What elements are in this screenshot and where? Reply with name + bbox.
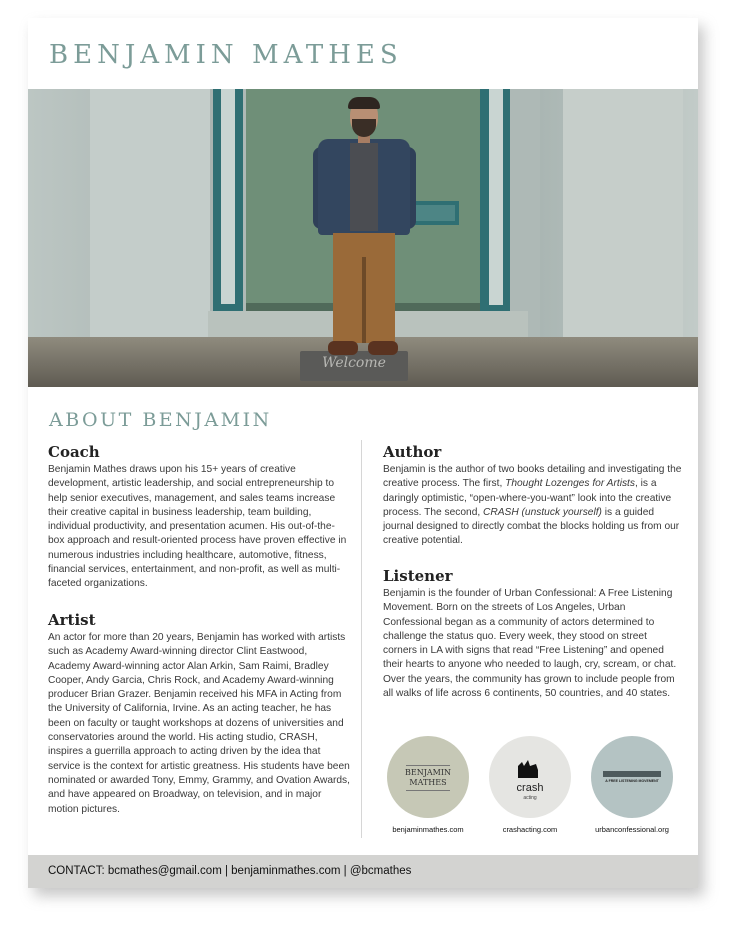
listener-section <box>383 567 683 701</box>
photo-doormat-text: Welcome <box>322 355 386 371</box>
column-divider <box>361 440 362 838</box>
author-heading: Author <box>383 443 442 461</box>
logo-rule-top <box>406 765 450 766</box>
photo-person-shoe-left <box>328 341 358 355</box>
url-benjaminmathes[interactable]: benjaminmathes.com <box>392 825 464 834</box>
photo-person-hair <box>348 97 380 109</box>
photo-door-frame-right-inner <box>489 89 503 305</box>
coach-heading: Coach <box>48 443 100 461</box>
crash-logo-text: crash <box>516 782 544 794</box>
urbanconfessional-logo <box>591 736 673 818</box>
section-title: ABOUT BENJAMIN <box>49 409 272 431</box>
author-book-1: Thought Lozenges for Artists <box>505 478 635 490</box>
url-urbanconfessional[interactable]: urbanconfessional.org <box>595 825 669 834</box>
author-body-part2: , is a daringly optimistic, “open-where-you-want” look into the creative process. The second, <box>383 478 672 518</box>
benjaminmathes-logo-text <box>387 768 469 788</box>
photo-person-pants-gap <box>362 257 366 343</box>
photo-pillar-right <box>563 89 683 351</box>
photo-person-shoe-right <box>368 341 398 355</box>
listener-body: Benjamin is the founder of Urban Confessional: A Free Listening Movement. Born on the streets of Los Angeles, Urban Confessional began as a community of actors determined to challenge the status quo. Every week, they stood on street corners in LA with signs that read “Free Listening” and opened their hearts to anyone who needed to laugh, cry, scream, or chat. Over the years, the community has grown to include people from all walks of life across 6 continents, 50 countries, and 40 states. <box>383 588 677 700</box>
author-body-part3: is a guided journal designed to directly combat the blocks holding us from our creative potential. <box>383 506 680 547</box>
author-book-2: CRASH (unstuck yourself) <box>483 506 602 518</box>
author-body <box>383 463 683 549</box>
photo-pillar-left <box>90 89 210 351</box>
listener-heading: Listener <box>383 567 453 585</box>
artist-section <box>48 611 350 817</box>
rhino-icon <box>516 758 540 780</box>
contact-text: CONTACT: bcmathes@gmail.com | benjaminmathes.com | @bcmathes <box>48 865 412 877</box>
coach-body: Benjamin Mathes draws upon his 15+ years of creative development, artistic leadership, and social entrepreneurship to help senior executives, management, and sales teams increase their creative capital in business leadership, team building, individual productivity, and presentation acumen. His out-of-the-box approach and result-oriented process have proven effective in numerous industries including healthcare, automotive, fitness, financial services, entertainment, and non-profit, as well as multi-faceted organizations. <box>48 464 347 590</box>
logo-text-line2: MATHES <box>409 778 447 787</box>
urbanconfessional-logo-text: A FREE LISTENING MOVEMENT <box>605 779 659 783</box>
url-crashacting[interactable]: crashacting.com <box>502 825 558 834</box>
logo-rule-bottom <box>406 790 450 791</box>
coach-section <box>48 443 350 592</box>
urbanconfessional-logo-bar <box>603 771 661 777</box>
logo-text-line1: BENJAMIN <box>404 768 452 777</box>
author-section <box>383 443 683 549</box>
contact-footer <box>28 855 698 888</box>
page-title: BENJAMIN MATHES <box>49 40 403 70</box>
crash-logo-subtext: acting <box>523 795 537 801</box>
artist-heading: Artist <box>48 611 96 629</box>
hero-photo <box>28 89 698 387</box>
photo-door-frame-left-inner <box>221 89 235 304</box>
artist-body: An actor for more than 20 years, Benjamin has worked with artists such as Academy Award-winning director Clint Eastwood, Academy Award-winning actor Alan Arkin, Sam Raimi, Bradley Cooper, Andy Garcia, Chris Rock, and Academy Award-winning producer Brian Grazer. Benjamin received his MFA in Acting from the University of California, Irvine. As an acting teacher, he has been on faculty or taught workshops at dozens of universities and conservatories around the world. His acting studio, CRASH, inspires a guerrilla approach to acting driven by the idea that service is the context for artistic greatness. His students have been nominated or awarded Tony, Emmy, Grammy, and Ovation Awards, and have appeared on Broadway, on television, and in major motion pictures. <box>48 632 350 815</box>
author-body-part1: Benjamin is the author of two books detailing and investigating the creative process. The first, <box>383 464 682 490</box>
resume-page <box>28 18 698 888</box>
photo-person-shirt <box>350 143 378 231</box>
